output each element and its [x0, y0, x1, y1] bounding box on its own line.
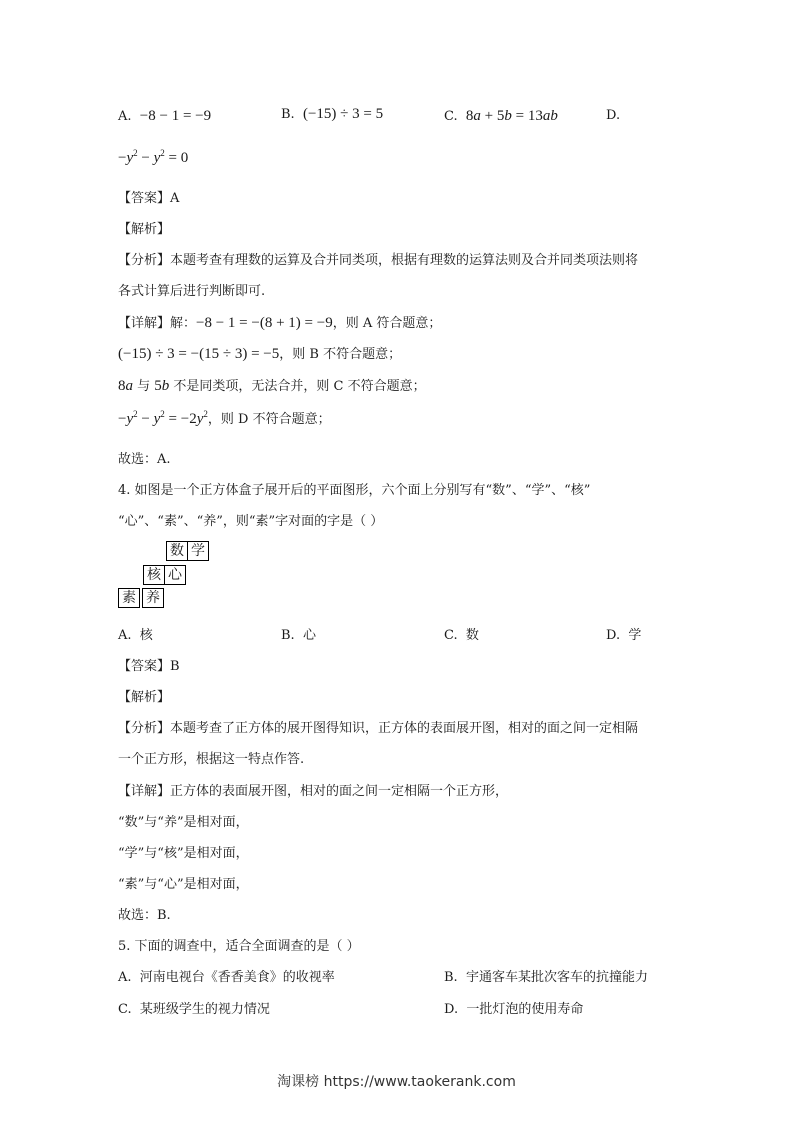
q3-detail-1: 【详解】解：−8 − 1 = −(8 + 1) = −9，则 A 符合题意；: [118, 315, 442, 331]
q4-fenxi-line2: 一个正方形，根据这一特点作答.: [118, 752, 305, 767]
q3-detail-2-math: (−15) ÷ 3 = −(15 ÷ 3) = −5: [118, 346, 280, 362]
net-cell-xin: 心: [164, 565, 186, 585]
q4-option-a: A. 核: [118, 628, 153, 643]
q3-detail-2: (−15) ÷ 3 = −(15 ÷ 3) = −5，则 B 不符合题意；: [118, 346, 402, 362]
q5-option-b: B. 宇通客车某批次客车的抗撞能力: [444, 970, 648, 985]
q4-detail-line4: “素”与“心”是相对面，: [118, 877, 249, 892]
q4-fenxi-line1: 【分析】本题考查了正方体的展开图得知识，正方体的表面展开图，相对的面之间一定相隔: [118, 721, 639, 736]
q3-detail-1-math: −8 − 1 = −(8 + 1) = −9: [196, 315, 333, 331]
q5-stem: 5. 下面的调查中，适合全面调查的是（ ）: [118, 939, 360, 954]
q4-option-d: D. 学: [606, 628, 642, 643]
q3-answer: 【答案】A: [118, 191, 180, 206]
q3-detail-3: 8a 与 5b 不是同类项，无法合并，则 C 不符合题意；: [118, 378, 426, 394]
q3-option-d: D.: [606, 108, 621, 123]
q3-option-c: C. 8a + 5b = 13ab: [444, 108, 558, 124]
q5-option-a: A. 河南电视台《香香美食》的收视率: [118, 970, 335, 985]
q3-option-b: B. (−15) ÷ 3 = 5: [281, 106, 384, 122]
q3-option-c-math: 8a + 5b = 13ab: [465, 108, 558, 124]
q3-detail-4: $-y^2 - y^2 = -2y^2$，则 D 不符合题意；: [118, 409, 331, 427]
net-cell-yang: 养: [142, 588, 164, 608]
net-cell-su: 素: [118, 588, 140, 608]
footer-watermark: 淘课榜 https://www.taokerank.com: [277, 1074, 516, 1090]
q3-conclusion: 故选：A.: [118, 452, 171, 467]
q3-option-b-math: (−15) ÷ 3 = 5: [302, 106, 384, 122]
q4-answer: 【答案】B: [118, 659, 180, 674]
q5-option-d: D. 一批灯泡的使用寿命: [444, 1002, 584, 1017]
net-cell-he: 核: [143, 565, 165, 585]
q4-option-c: C. 数: [444, 628, 479, 643]
q3-detail-3-math-b: 5b: [154, 378, 170, 394]
q4-conclusion: 故选：B.: [118, 908, 171, 923]
q5-option-c: C. 某班级学生的视力情况: [118, 1002, 270, 1017]
cube-net-figure: [118, 541, 218, 611]
net-cell-shu: 数: [166, 541, 188, 561]
q4-option-b: B. 心: [281, 628, 316, 643]
q3-option-a-math: −8 − 1 = −9: [139, 108, 212, 124]
q3-fenxi-line1: 【分析】本题考查有理数的运算及合并同类项，根据有理数的运算法则及合并同类项法则将: [118, 253, 639, 268]
q4-detail-line1: 【详解】正方体的表面展开图，相对的面之间一定相隔一个正方形，: [118, 784, 509, 799]
q4-detail-line2: “数”与“养”是相对面，: [118, 815, 249, 830]
net-cell-xue: 学: [187, 541, 209, 561]
q3-fenxi-line2: 各式计算后进行判断即可.: [118, 284, 266, 299]
q4-stem-line1: 4. 如图是一个正方体盒子展开后的平面图形，六个面上分别写有“数”、“学”、“核”: [118, 483, 591, 498]
q4-stem-line2: “心”、“素”、“养”，则“素”字对面的字是（ ）: [118, 514, 384, 529]
q3-detail-4-math: $-y^2 - y^2 = -2y^2$: [118, 409, 208, 427]
q4-analysis-heading: 【解析】: [118, 690, 171, 705]
q3-option-d-math: $-y^2 - y^2 = 0$: [118, 148, 189, 166]
q3-analysis-heading: 【解析】: [118, 222, 171, 237]
q3-option-a: A. −8 − 1 = −9: [118, 108, 212, 124]
q3-detail-3-math-a: 8a: [118, 378, 133, 394]
q4-detail-line3: “学”与“核”是相对面，: [118, 846, 249, 861]
